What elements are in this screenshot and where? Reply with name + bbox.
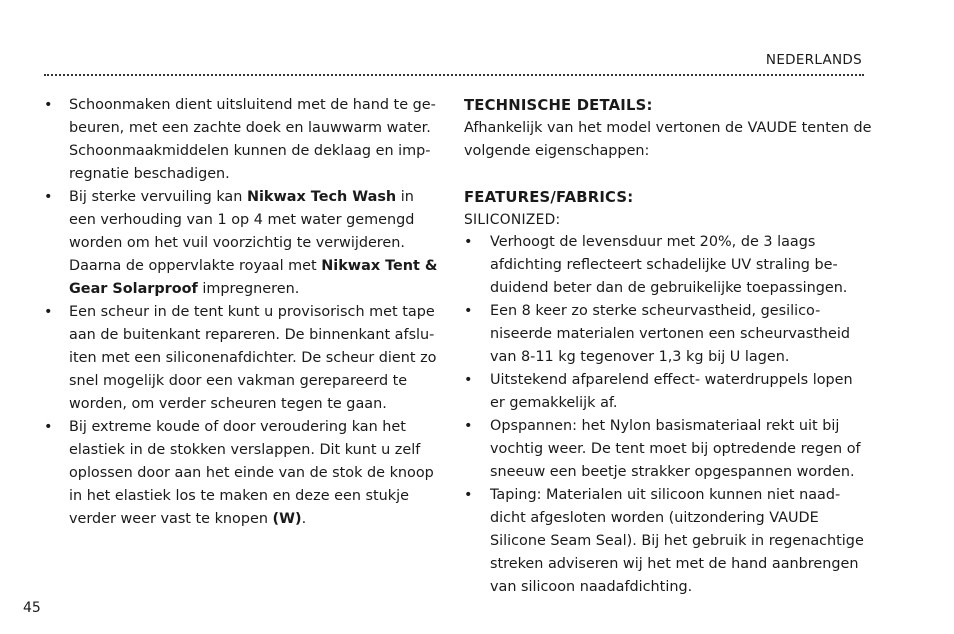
bullet-icon: •: [464, 418, 473, 434]
text-line: Schoonmaakmiddelen kunnen de deklaag en imp-: [69, 143, 431, 159]
bullet-icon: •: [44, 189, 53, 205]
text-line: Een scheur in de tent kunt u provisorisch met tape: [69, 304, 435, 320]
features-list: [464, 231, 874, 599]
list-item-tear-strength: [464, 300, 874, 369]
text-line: snel mogelijk door een vakman gerepareerd te: [69, 373, 408, 389]
bullet-icon: •: [464, 234, 473, 250]
text-line: een verhouding van 1 op 4 met water gemengd: [69, 212, 415, 228]
text-line: worden om het vuil voorzichtig te verwijderen.: [69, 235, 405, 251]
figure-reference: (W): [272, 511, 302, 527]
list-item-tear-repair: [44, 301, 440, 416]
text-line: regnatie beschadigen.: [69, 166, 230, 182]
text-line: Daarna de oppervlakte royaal met Nikwax Tent &: [69, 258, 438, 274]
text-line: duidend beter dan de gebruikelijke toepassingen.: [490, 280, 848, 296]
text-line: verder weer vast te knopen (W).: [69, 511, 307, 527]
text-line: Afhankelijk van het model vertonen de VAUDE tenten de: [464, 120, 872, 136]
text-line: Silicone Seam Seal). Bij het gebruik in regenachtige: [490, 533, 864, 549]
text-line: iten met een siliconenafdichter. De scheur dient zo: [69, 350, 437, 366]
text-line: Gear Solarproof impregneren.: [69, 281, 300, 297]
left-column: [44, 94, 440, 531]
text-line: Bij extreme koude of door veroudering kan het: [69, 419, 406, 435]
text-line: Schoonmaken dient uitsluitend met de hand te ge-: [69, 97, 436, 113]
product-name: Nikwax Tech Wash: [246, 189, 397, 205]
right-column: [464, 94, 874, 599]
text-line: Taping: Materialen uit silicoon kunnen niet naad-: [490, 487, 841, 503]
text-line: aan de buitenkant repareren. De binnenkant afslu-: [69, 327, 435, 343]
section-language-label: NEDERLANDS: [765, 52, 862, 68]
list-item-tensioning: [464, 415, 874, 484]
dotted-divider: [44, 74, 864, 76]
bullet-icon: •: [464, 487, 473, 503]
bullet-icon: •: [44, 304, 53, 320]
bullet-icon: •: [44, 97, 53, 113]
list-item-heavy-soiling: [44, 186, 440, 301]
spacer: [464, 163, 874, 186]
list-item-durability: [464, 231, 874, 300]
page-number: 45: [23, 600, 41, 616]
technical-details-heading: TECHNISCHE DETAILS:: [464, 97, 653, 114]
text-line: worden, om verder scheuren tegen te gaan.: [69, 396, 387, 412]
text-line: oplossen door aan het einde van de stok de knoop: [69, 465, 434, 481]
text-line: afdichting reflecteert schadelijke UV straling be-: [490, 257, 838, 273]
text-line: Opspannen: het Nylon basismateriaal rekt uit bij: [490, 418, 840, 434]
text-line: vochtig weer. De tent moet bij optredende regen of: [490, 441, 861, 457]
text-line: Verhoogt de levensduur met 20%, de 3 laags: [490, 234, 816, 250]
text-line: er gemakkelijk af.: [490, 395, 618, 411]
text-line: sneeuw een beetje strakker opgespannen worden.: [490, 464, 855, 480]
text-line: niseerde materialen vertonen een scheurvastheid: [490, 326, 850, 342]
bullet-icon: •: [44, 419, 53, 435]
bullet-icon: •: [464, 303, 473, 319]
text-line: streken adviseren wij het met de hand aanbrengen: [490, 556, 859, 572]
text-line: dicht afgesloten worden (uitzondering VAUDE: [490, 510, 819, 526]
list-item-elastic-cord: [44, 416, 440, 531]
list-item-taping: [464, 484, 874, 599]
product-name: Nikwax Tent &: [321, 258, 438, 274]
text-line: Uitstekend afparelend effect- waterdruppels lopen: [490, 372, 853, 388]
siliconized-label: SILICONIZED:: [464, 212, 561, 228]
text-line: beuren, met een zachte doek en lauwwarm water.: [69, 120, 431, 136]
text-line: elastiek in de stokken verslappen. Dit kunt u zelf: [69, 442, 421, 458]
text-line: in het elastiek los te maken en deze een stukje: [69, 488, 409, 504]
list-item-water-beading: [464, 369, 874, 415]
text-line: volgende eigenschappen:: [464, 143, 650, 159]
bullet-icon: •: [464, 372, 473, 388]
care-instructions-list: [44, 94, 440, 531]
technical-details-intro: [464, 117, 874, 163]
features-heading: FEATURES/FABRICS:: [464, 189, 634, 206]
text-line: van silicoon naadafdichting.: [490, 579, 693, 595]
text-line: Bij sterke vervuiling kan Nikwax Tech Wash in: [69, 189, 414, 205]
list-item-cleaning: [44, 94, 440, 186]
text-line: Een 8 keer zo sterke scheurvastheid, gesilico-: [490, 303, 821, 319]
product-name: Gear Solarproof: [69, 281, 198, 297]
text-line: van 8-11 kg tegenover 1,3 kg bij U lagen.: [490, 349, 790, 365]
